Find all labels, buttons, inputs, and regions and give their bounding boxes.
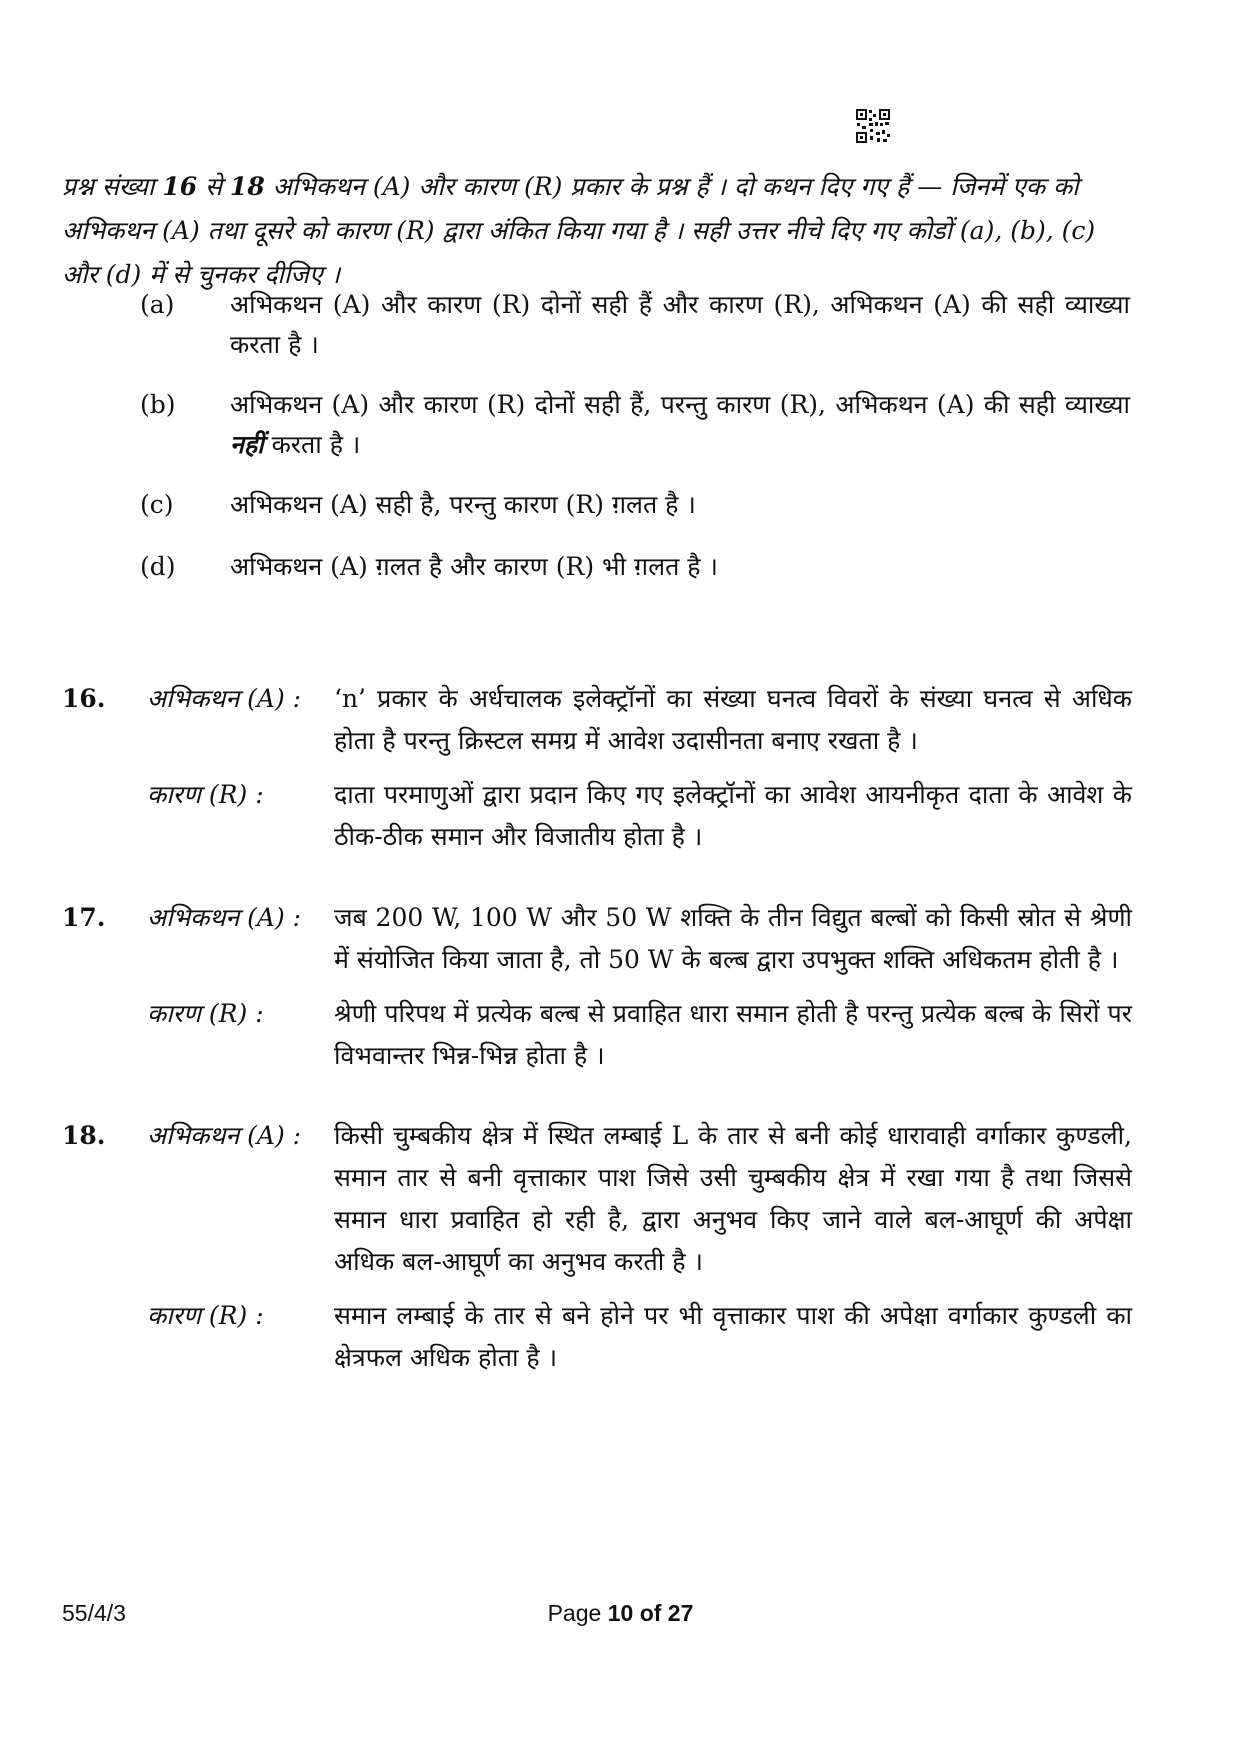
assertion-label: अभिकथन (A) : [147,903,302,932]
reason-text: समान लम्बाई के तार से बने होने पर भी वृत्ताकार पाश की अपेक्षा वर्गाकार कुण्डली का क्षेत्रफल अधिक होता है । [334,1301,1132,1372]
assertion-text: जब 200 W, 100 W और 50 W शक्ति के तीन विद्युत बल्बों को किसी स्रोत से श्रेणी में संयोजित किया जाता है, तो 50 W के बल्ब द्वारा उपभुक्त शक्ति अधिकतम होती है । [334,903,1132,974]
page-total: 27 [667,1600,694,1626]
page-indicator [0,1600,1241,1627]
reason-row [62,1295,1132,1379]
question-number: 16. [62,684,106,713]
intro-from-number: 16 [162,172,198,201]
intro-prefix: प्रश्न संख्या [62,172,155,201]
reason-label: कारण (R) : [147,999,264,1028]
paper-code: 55/4/3 [62,1600,126,1626]
question-number: 17. [62,903,106,932]
reason-text: दाता परमाणुओं द्वारा प्रदान किए गए इलेक्ट्रॉनों का आवेश आयनीकृत दाता के आवेश के ठीक-ठीक समान और विजातीय होता है । [334,780,1132,851]
option-text-before: अभिकथन (A) और कारण (R) दोनों सही हैं, परन्तु कारण (R), अभिकथन (A) की सही व्याख्या [230,390,1130,419]
question-16 [62,678,1132,858]
reason-label: कारण (R) : [147,780,264,809]
option-emphasis: नहीं [230,430,264,459]
assertion-row [62,897,1132,981]
assertion-label: अभिकथन (A) : [147,684,302,713]
page-word: Page [547,1600,602,1626]
intro-rest: अभिकथन (A) और कारण (R) प्रकार के प्रश्न हैं । दो कथन दिए गए हैं — जिनमें एक को अभिकथन (A) तथा दूसरे को कारण (R) द्वारा अंकित किया गया है । सही उत्तर नीचे दिए गए कोडों (a), (b), (c) और (d) में से चुनकर दीजिए । [62,172,1096,289]
option-label: (a) [140,290,175,319]
option-label: (b) [140,390,176,419]
reason-row [62,774,1132,858]
question-number: 18. [62,1121,106,1150]
intro-to-number: 18 [229,172,265,201]
intro-mid: से [205,172,222,201]
qr-code-icon [855,108,891,144]
instructions-paragraph [62,165,1122,297]
reason-row [62,993,1132,1077]
option-label: (d) [140,552,176,581]
question-17 [62,897,1132,1077]
option-text-after: करता है । [271,430,361,459]
assertion-text: किसी चुम्बकीय क्षेत्र में स्थित लम्बाई L के तार से बनी कोई धारावाही वर्गाकार कुण्डली, समान तार से बनी वृत्ताकार पाश जिसे उसी चुम्बकीय क्षेत्र में रखा गया है तथा जिससे समान धारा प्रवाहित हो रही है, द्वारा अनुभव किए जाने वाले बल-आघूर्ण की अपेक्षा अधिक बल-आघूर्ण का अनुभव करती है । [334,1121,1132,1276]
of-word: of [639,1600,662,1626]
assertion-row [62,1115,1132,1283]
option-label: (c) [140,490,174,519]
page-number: 10 [607,1600,634,1626]
option-text: अभिकथन (A) ग़लत है और कारण (R) भी ग़लत है । [230,552,718,581]
option-text: अभिकथन (A) और कारण (R) दोनों सही हैं और कारण (R), अभिकथन (A) की सही व्याख्या करता है । [230,290,1130,359]
assertion-label: अभिकथन (A) : [147,1121,302,1150]
question-18 [62,1115,1132,1379]
option-text: अभिकथन (A) सही है, परन्तु कारण (R) ग़लत है । [230,490,696,519]
assertion-row [62,678,1132,762]
option-text [230,385,1130,465]
assertion-text: ‘n’ प्रकार के अर्धचालक इलेक्ट्रॉनों का संख्या घनत्व विवरों के संख्या घनत्व से अधिक होता है परन्तु क्रिस्टल समग्र में आवेश उदासीनता बनाए रखता है । [334,684,1132,755]
reason-text: श्रेणी परिपथ में प्रत्येक बल्ब से प्रवाहित धारा समान होती है परन्तु प्रत्येक बल्ब के सिरों पर विभवान्तर भिन्न-भिन्न होता है । [334,999,1132,1070]
reason-label: कारण (R) : [147,1301,264,1330]
